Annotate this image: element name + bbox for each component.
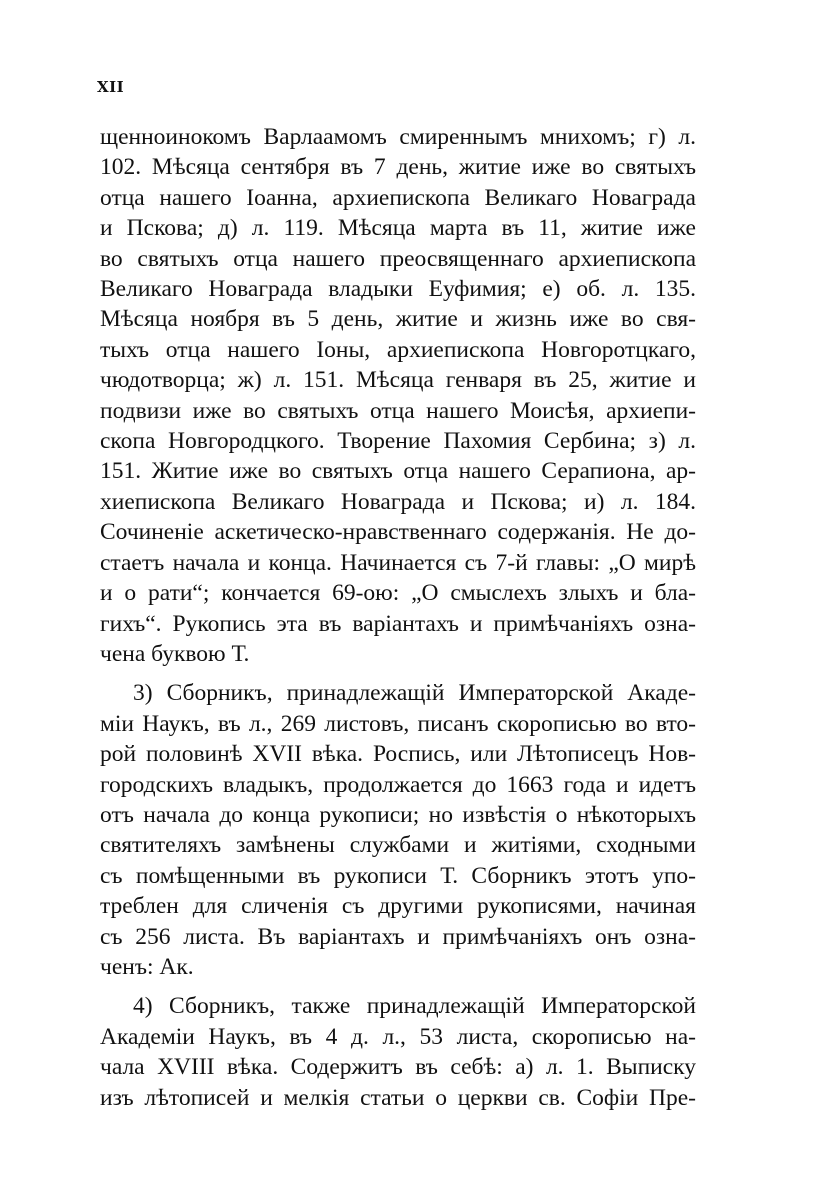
text-line: Сочиненіе аскетическо-нравственнаго содержанія. Не до- <box>100 519 696 546</box>
page-text <box>100 122 696 1113</box>
text-line: тыхъ отца нашего Іоны, архиепископа Новгоротцкаго, <box>100 336 696 363</box>
text-line: 4) Сборникъ, также принадлежащій Императорской <box>133 993 696 1020</box>
text-line: святителяхъ замѣнены службами и житіями, сходными <box>100 832 696 859</box>
text-line: скопа Новгородцкого. Творение Пахомия Сербина; з) л. <box>100 428 696 455</box>
text-line: отъ начала до конца рукописи; но извѣстія о нѣкоторыхъ <box>100 801 696 828</box>
text-line: съ 256 листа. Въ варіантахъ и примѣчаніяхъ онъ озна- <box>100 923 696 950</box>
text-line: 3) Сборникъ, принадлежащій Императорской Акаде- <box>133 680 696 707</box>
paragraph <box>100 991 696 1113</box>
paragraph-gap <box>100 982 696 991</box>
text-line: треблен для сличенія съ другими рукописями, начиная <box>100 893 696 920</box>
text-line: Академіи Наукъ, въ 4 д. л., 53 листа, скорописью на- <box>100 1023 696 1050</box>
text-line: гихъ“. Рукопись эта въ варіантахъ и примѣчаніяхъ озна- <box>100 610 696 637</box>
text-line: чюдотворца; ж) л. 151. Мѣсяца генваря въ 25, житие и <box>100 367 696 394</box>
text-line: ченъ: Ак. <box>100 953 194 980</box>
text-line: чена буквою Т. <box>100 640 250 667</box>
text-line: и о рати“; кончается 69-ою: „О смыслехъ злыхъ и бла- <box>100 580 696 607</box>
text-line: Великаго Новаграда владыки Еуфимия; е) об. л. 135. <box>100 276 696 303</box>
text-line: хиепископа Великаго Новаграда и Пскова; и) л. 184. <box>100 488 696 515</box>
paragraph-gap <box>100 669 696 678</box>
text-line: городскихъ владыкъ, продолжается до 1663 года и идетъ <box>100 771 696 798</box>
text-line: міи Наукъ, въ л., 269 листовъ, писанъ скорописью во вто- <box>100 710 696 737</box>
text-line: рой половинѣ XVII вѣка. Роспись, или Лѣтописецъ Нов- <box>100 741 696 768</box>
text-line: подвизи иже во святыхъ отца нашего Моисѣя, архиепи- <box>100 397 696 424</box>
text-line: 102. Мѣсяца сентября въ 7 день, житие иже во святыхъ <box>100 154 696 181</box>
text-line: щенноинокомъ Варлаамомъ смиреннымъ мнихомъ; г) л. <box>100 124 696 150</box>
text-line: съ помѣщенными въ рукописи Т. Сборникъ этотъ упо- <box>100 862 696 889</box>
paragraph <box>100 122 696 669</box>
text-line: во святыхъ отца нашего преосвященнаго архиепископа <box>100 245 696 272</box>
text-line: Мѣсяца ноября въ 5 день, житие и жизнь иже во свя- <box>100 306 696 333</box>
text-line: стаетъ начала и конца. Начинается съ 7-й главы: „О мирѣ <box>100 549 696 576</box>
page-number: XII <box>97 78 125 96</box>
text-line: изъ лѣтописей и мелкія статьи о церкви св. Софіи Пре- <box>100 1084 696 1111</box>
text-line: отца нашего Іоанна, архиепископа Великаго Новаграда <box>100 184 696 211</box>
text-line: 151. Житие иже во святыхъ отца нашего Серапиона, ар- <box>100 458 696 485</box>
text-line: чала XVIII вѣка. Содержитъ въ себѣ: а) л. 1. Выписку <box>100 1054 696 1081</box>
paragraph <box>100 678 696 982</box>
text-line: и Пскова; д) л. 119. Мѣсяца марта въ 11, житие иже <box>100 215 696 242</box>
